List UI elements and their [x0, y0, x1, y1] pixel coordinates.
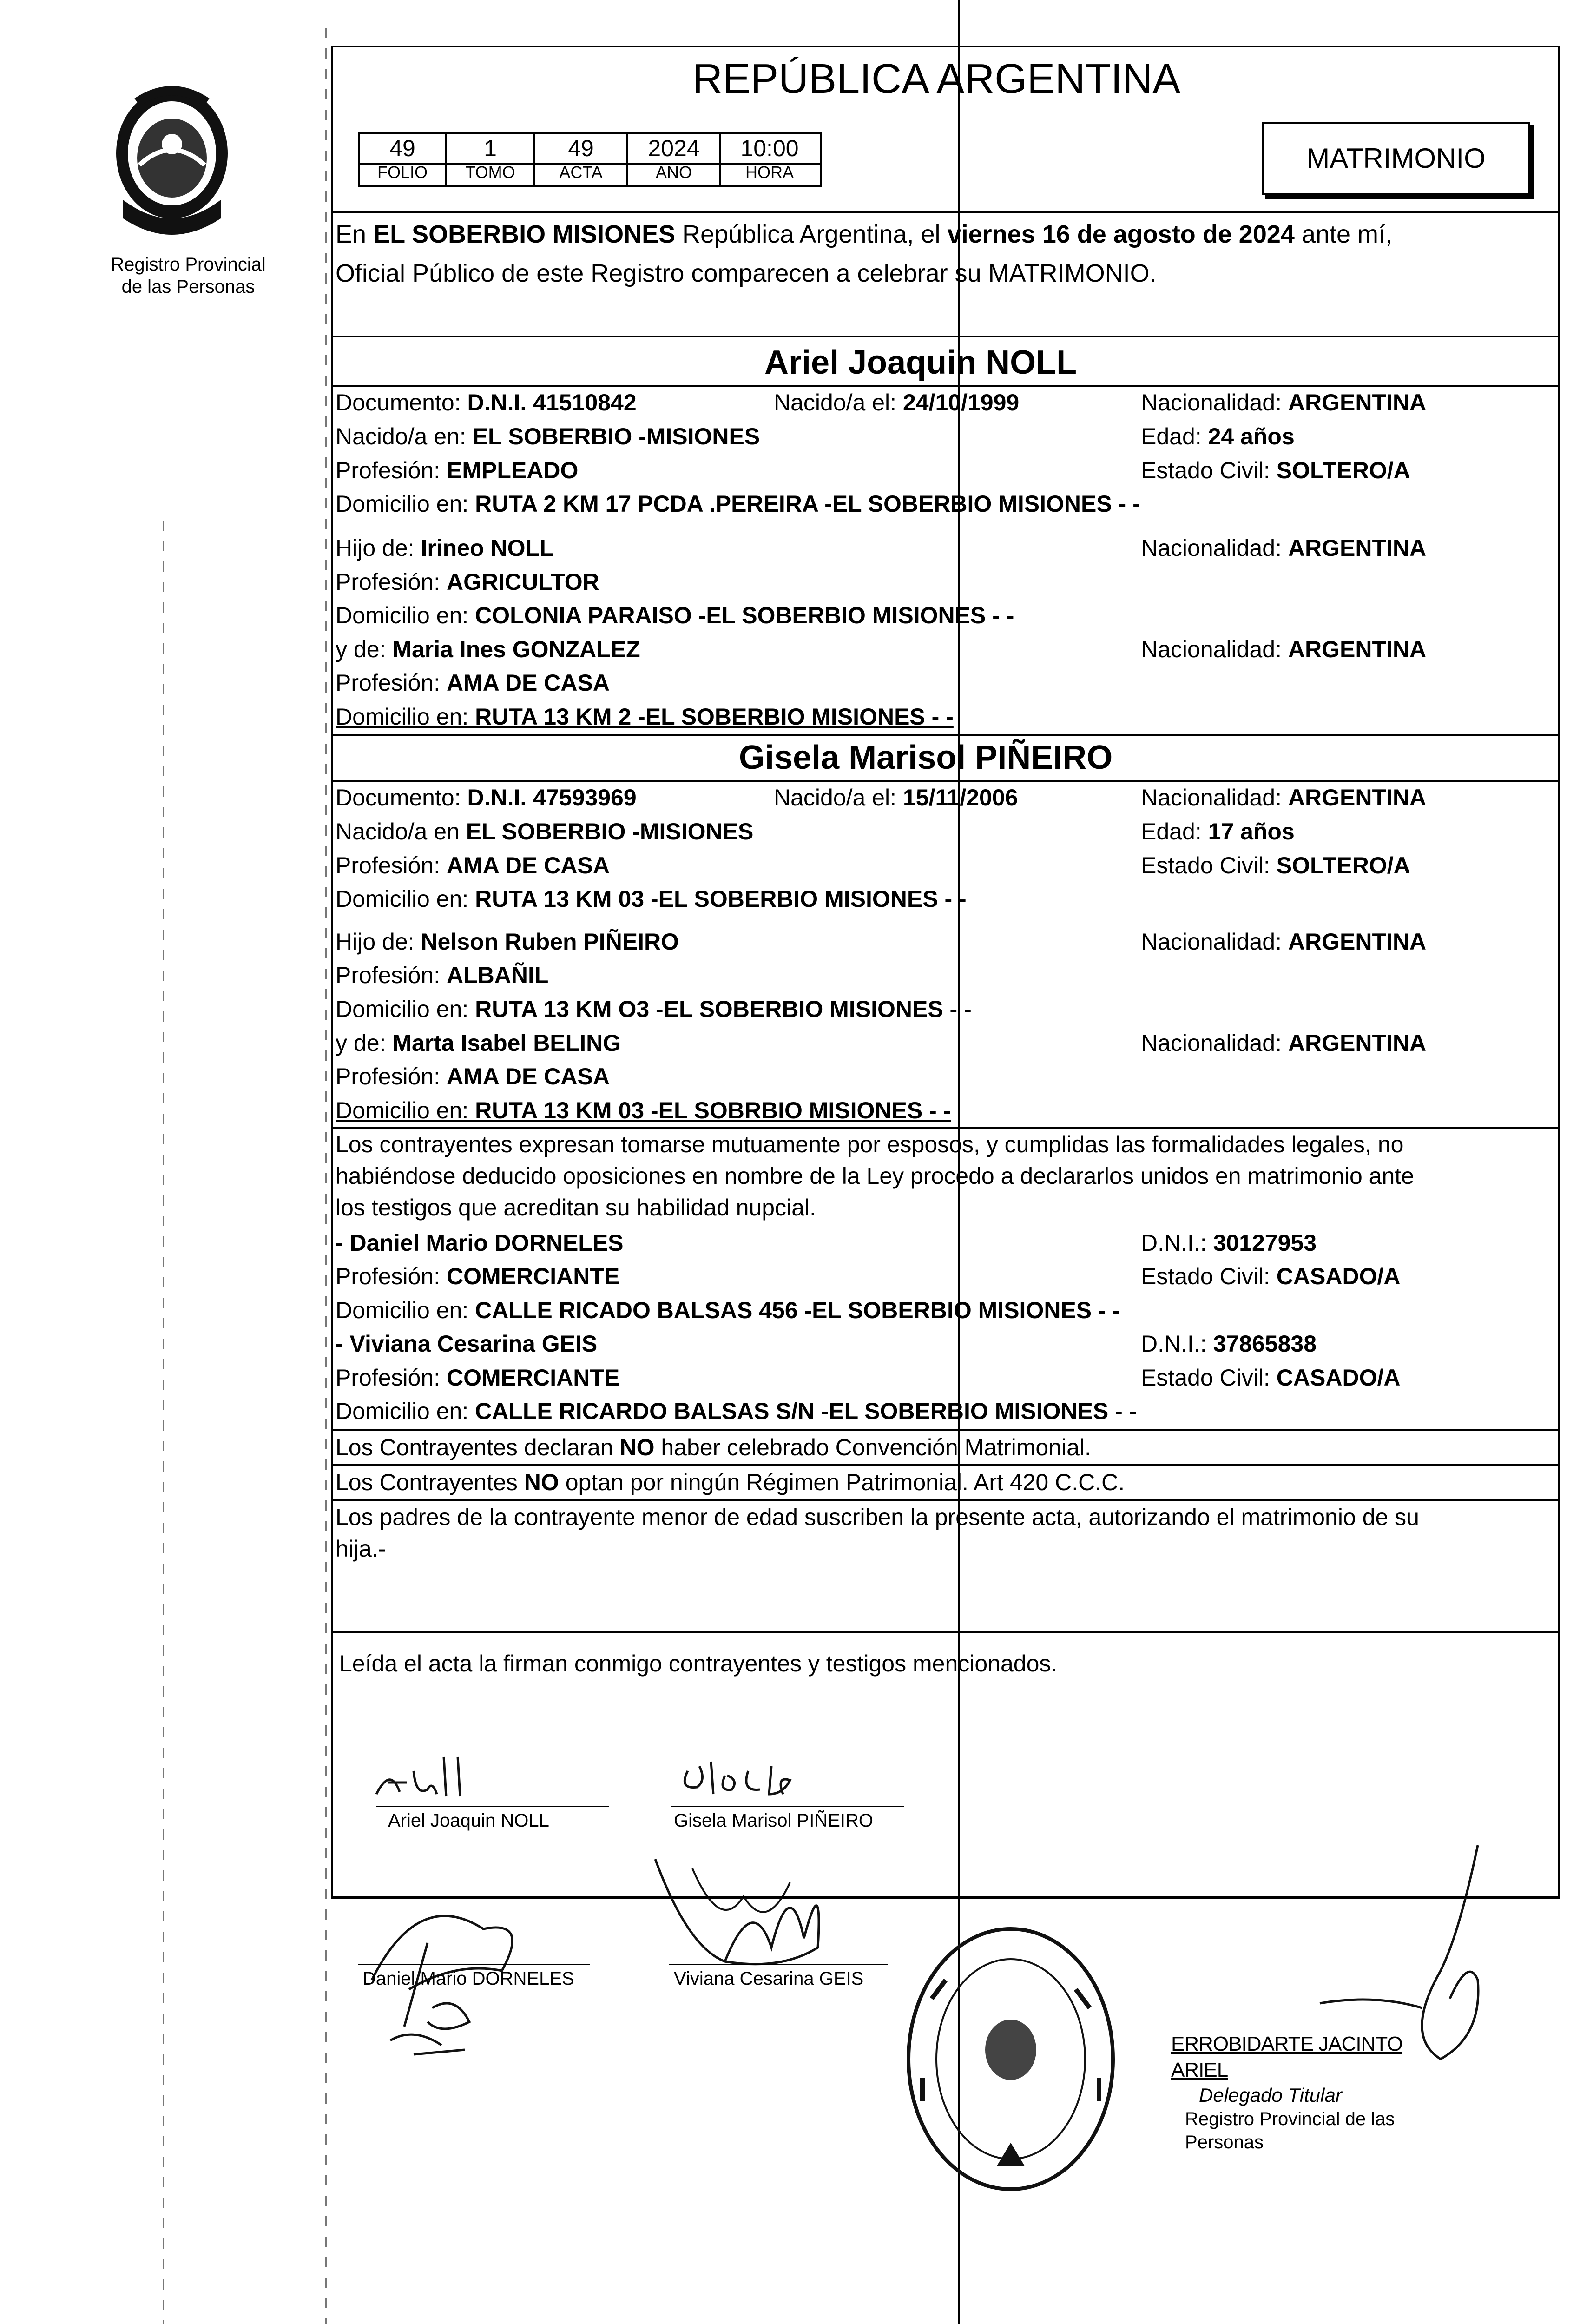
label: y de:	[336, 1030, 393, 1056]
tomo-value: 1	[484, 135, 497, 161]
declaration-line1: Los contrayentes expresan tomarse mutuamente por esposos, y cumplidas las formalidades legales, no	[336, 1131, 1404, 1157]
bride-row-father-addr	[336, 993, 1553, 1025]
label: Nacionalidad:	[1141, 929, 1288, 955]
act-type-label: MATRIMONIO	[1306, 143, 1486, 174]
groom-father-nat: ARGENTINA	[1288, 535, 1427, 561]
bride-father-nat: ARGENTINA	[1288, 929, 1427, 955]
label: Profesión:	[336, 1365, 447, 1391]
label: Estado Civil:	[1141, 852, 1277, 878]
convention-1-no: NO	[619, 1434, 655, 1460]
parents-note-line2: hija.-	[336, 1536, 386, 1562]
closing-text: Leída el acta la firman conmigo contrayentes y testigos mencionados.	[339, 1651, 1058, 1677]
parents-rule-top	[331, 1499, 1558, 1501]
groom-mother-job: AMA DE CASA	[447, 670, 610, 696]
witness1-signature-line	[358, 1964, 590, 1965]
groom-signature	[372, 1738, 493, 1808]
anio-cell	[628, 134, 721, 185]
groom-signature-name: Ariel Joaquin NOLL	[388, 1810, 549, 1831]
witness1-row-name	[336, 1227, 1553, 1259]
bride-mother: Marta Isabel BELING	[392, 1030, 621, 1056]
hora-value: 10:00	[740, 135, 799, 161]
label: Profesión:	[336, 1063, 447, 1089]
acta-cell	[535, 134, 628, 185]
bride-row-birthplace	[336, 816, 1553, 847]
label: Profesión:	[336, 1263, 447, 1289]
intro-text-3: ante mí,	[1294, 220, 1393, 248]
witness1-name: - Daniel Mario DORNELES	[336, 1230, 624, 1256]
folio-cell	[360, 134, 447, 185]
witness1-civil: CASADO/A	[1276, 1263, 1401, 1289]
witness1-job: COMERCIANTE	[447, 1263, 620, 1289]
witness2-signature-name: Viviana Cesarina GEIS	[674, 1968, 864, 1989]
province-logo	[95, 84, 249, 251]
label: Domicilio en:	[336, 1097, 475, 1123]
witness2-signature	[651, 1855, 836, 1975]
groom-row-birthplace	[336, 421, 1553, 452]
bride-job: AMA DE CASA	[447, 852, 610, 878]
witness1-addr: CALLE RICADO BALSAS 456 -EL SOBERBIO MISIONES - -	[475, 1297, 1120, 1323]
label: Edad:	[1141, 819, 1208, 845]
label: Domicilio en:	[336, 704, 475, 730]
label: Domicilio en:	[336, 1398, 475, 1424]
logo-caption-line1: Registro Provincial	[111, 254, 266, 275]
officer-role: Delegado Titular	[1199, 2084, 1342, 2106]
groom-mother-nat: ARGENTINA	[1288, 636, 1427, 662]
folio-value: 49	[389, 135, 415, 161]
anio-label: AÑO	[655, 163, 692, 182]
label: y de:	[336, 636, 393, 662]
intro-text-1: En	[336, 220, 374, 248]
label: Profesión:	[336, 670, 447, 696]
label: Documento:	[336, 785, 467, 811]
groom-civil: SOLTERO/A	[1276, 457, 1410, 483]
witness1-row-job	[336, 1261, 1553, 1292]
label: Nacionalidad:	[1141, 785, 1288, 811]
intro-text-2: República Argentina, el	[675, 220, 948, 248]
groom-row-doc	[336, 387, 1553, 418]
declaration-line2: habiéndose deducido oposiciones en nombre de la Ley procedo a declararlos unidos en matrimonio ante	[336, 1163, 1414, 1189]
groom-father: Irineo NOLL	[421, 535, 554, 561]
groom-rule-top	[331, 336, 1558, 337]
label: Estado Civil:	[1141, 457, 1277, 483]
label: Profesión:	[336, 852, 447, 878]
bride-signature	[678, 1748, 827, 1803]
groom-nat: ARGENTINA	[1288, 390, 1427, 416]
witness1-signature-name: Daniel Mario DORNELES	[362, 1968, 574, 1989]
bride-address: RUTA 13 KM 03 -EL SOBERBIO MISIONES - -	[475, 886, 967, 912]
label: Hijo de:	[336, 929, 421, 955]
bride-nat: ARGENTINA	[1288, 785, 1427, 811]
groom-doc: D.N.I. 41510842	[467, 390, 637, 416]
bride-row-address	[336, 883, 1553, 915]
intro-place: EL SOBERBIO MISIONES	[373, 220, 676, 248]
groom-father-addr: COLONIA PARAISO -EL SOBERBIO MISIONES - -	[475, 602, 1014, 628]
tomo-cell	[447, 134, 535, 185]
bride-row-father	[336, 926, 1553, 957]
intro-rule	[331, 211, 1558, 213]
label: Nacido/a en:	[336, 423, 473, 449]
officer-stamp	[1171, 2031, 1459, 2154]
witness2-row-name	[336, 1328, 1553, 1360]
witness2-addr: CALLE RICARDO BALSAS S/N -EL SOBERBIO MISIONES - -	[475, 1398, 1137, 1424]
anio-value: 2024	[648, 135, 700, 161]
label: Los Contrayentes	[336, 1469, 524, 1495]
witness1-dni: 30127953	[1213, 1230, 1317, 1256]
groom-row-father-job	[336, 566, 1553, 598]
bride-age: 17 años	[1208, 819, 1295, 845]
page-title: REPÚBLICA ARGENTINA	[692, 56, 1181, 102]
folio-label: FOLIO	[377, 163, 428, 182]
label: Domicilio en:	[336, 996, 475, 1022]
parents-note-line1: Los padres de la contrayente menor de edad suscriben la presente acta, autorizando el matrimonio de su	[336, 1504, 1419, 1530]
groom-signature-line	[376, 1806, 609, 1807]
bride-born: 15/11/2006	[902, 785, 1018, 811]
bride-row-mother-job	[336, 1061, 1553, 1092]
label: Edad:	[1141, 423, 1208, 449]
groom-job: EMPLEADO	[447, 457, 579, 483]
label: Profesión:	[336, 457, 447, 483]
frame-bottom-rule	[331, 1896, 1558, 1898]
groom-row-mother	[336, 634, 1553, 665]
label: Profesión:	[336, 962, 447, 988]
groom-address: RUTA 2 KM 17 PCDA .PEREIRA -EL SOBERBIO MISIONES - -	[475, 491, 1140, 517]
logo-caption	[95, 253, 281, 298]
hora-label: HORA	[745, 163, 794, 182]
label: Nacionalidad:	[1141, 535, 1288, 561]
label: haber celebrado Convención Matrimonial.	[654, 1434, 1091, 1460]
officer-name: ERROBIDARTE JACINTO ARIEL	[1171, 2033, 1402, 2081]
label: Estado Civil:	[1141, 1263, 1277, 1289]
label: Profesión:	[336, 569, 447, 595]
bride-row-mother-addr	[336, 1095, 1553, 1126]
label: D.N.I.:	[1141, 1230, 1213, 1256]
bride-birthplace: EL SOBERBIO -MISIONES	[466, 819, 754, 845]
bride-mother-nat: ARGENTINA	[1288, 1030, 1427, 1056]
bride-signature-name: Gisela Marisol PIÑEIRO	[674, 1810, 873, 1831]
bride-row-job	[336, 850, 1553, 881]
groom-birthplace: EL SOBERBIO -MISIONES	[472, 423, 760, 449]
label: Hijo de:	[336, 535, 421, 561]
label: Nacionalidad:	[1141, 636, 1288, 662]
groom-mother: Maria Ines GONZALEZ	[392, 636, 640, 662]
bride-father-job: ALBAÑIL	[447, 962, 549, 988]
logo-caption-line2: de las Personas	[121, 277, 255, 297]
groom-row-mother-addr	[336, 701, 1553, 733]
groom-born: 24/10/1999	[902, 390, 1020, 416]
witness2-dni: 37865838	[1213, 1331, 1317, 1357]
intro-paragraph	[336, 215, 1555, 293]
bride-signature-line	[672, 1806, 904, 1807]
acta-value: 49	[568, 135, 594, 161]
witness1-row-addr	[336, 1294, 1553, 1326]
groom-row-address	[336, 488, 1553, 520]
groom-father-job: AGRICULTOR	[447, 569, 599, 595]
bride-civil: SOLTERO/A	[1276, 852, 1410, 878]
groom-row-father-addr	[336, 600, 1553, 631]
label: Nacionalidad:	[1141, 390, 1288, 416]
tomo-label: TOMO	[465, 163, 515, 182]
hora-cell	[721, 134, 818, 185]
groom-age: 24 años	[1208, 423, 1295, 449]
binding-dash-left	[325, 28, 327, 2324]
groom-mother-addr: RUTA 13 KM 2 -EL SOBERBIO MISIONES - -	[475, 704, 954, 730]
label: Documento:	[336, 390, 467, 416]
closing-rule-top	[331, 1631, 1558, 1633]
label: Nacido/a en	[336, 819, 466, 845]
groom-row-father	[336, 532, 1553, 564]
bride-mother-job: AMA DE CASA	[447, 1063, 610, 1089]
act-type-box	[1262, 122, 1530, 195]
label: Domicilio en:	[336, 886, 475, 912]
witness2-name: - Viviana Cesarina GEIS	[336, 1331, 598, 1357]
witness2-civil: CASADO/A	[1276, 1365, 1401, 1391]
label: Domicilio en:	[336, 1297, 475, 1323]
declaration-line3: los testigos que acreditan su habilidad nupcial.	[336, 1195, 816, 1221]
bride-mother-addr: RUTA 13 KM 03 -EL SOBRBIO MISIONES - -	[475, 1097, 951, 1123]
label: Nacido/a el:	[774, 390, 903, 416]
record-table	[358, 132, 822, 187]
witness2-row-addr	[336, 1395, 1553, 1427]
intro-date: viernes 16 de agosto de 2024	[947, 220, 1295, 248]
witness2-row-job	[336, 1362, 1553, 1393]
parents-note	[336, 1501, 1555, 1565]
declaration-paragraph	[336, 1129, 1555, 1223]
bride-father: Nelson Ruben PIÑEIRO	[421, 929, 679, 955]
label: D.N.I.:	[1141, 1331, 1213, 1357]
bride-row-mother	[336, 1027, 1553, 1059]
conventions-rule-top	[331, 1429, 1558, 1431]
intro-line2: Oficial Público de este Registro comparecen a celebrar su MATRIMONIO.	[336, 259, 1157, 287]
label: Estado Civil:	[1141, 1365, 1277, 1391]
label: optan por ningún Régimen Patrimonial. Art 420 C.C.C.	[559, 1469, 1125, 1495]
witness2-job: COMERCIANTE	[447, 1365, 620, 1391]
witness2-signature-line	[669, 1964, 888, 1965]
bride-name: Gisela Marisol PIÑEIRO	[739, 739, 1113, 776]
bride-row-father-job	[336, 959, 1553, 991]
binding-dash-far-left	[163, 521, 164, 2324]
bride-father-addr: RUTA 13 KM O3 -EL SOBERBIO MISIONES - -	[475, 996, 972, 1022]
label: Nacionalidad:	[1141, 1030, 1288, 1056]
label: Domicilio en:	[336, 491, 475, 517]
convention-row-1	[336, 1432, 1553, 1463]
convention-2-no: NO	[524, 1469, 559, 1495]
conventions-rule-mid	[331, 1464, 1558, 1466]
groom-row-job	[336, 455, 1553, 486]
groom-name: Ariel Joaquin NOLL	[764, 344, 1077, 381]
registry-seal	[904, 1924, 1118, 2194]
label: Nacido/a el:	[774, 785, 903, 811]
officer-org: Registro Provincial de las Personas	[1185, 2109, 1395, 2152]
bride-doc: D.N.I. 47593969	[467, 785, 637, 811]
groom-row-mother-job	[336, 667, 1553, 699]
acta-label: ACTA	[559, 163, 603, 182]
convention-row-2	[336, 1466, 1553, 1498]
label: Los Contrayentes declaran	[336, 1434, 620, 1460]
bride-row-doc	[336, 782, 1553, 813]
label: Domicilio en:	[336, 602, 475, 628]
